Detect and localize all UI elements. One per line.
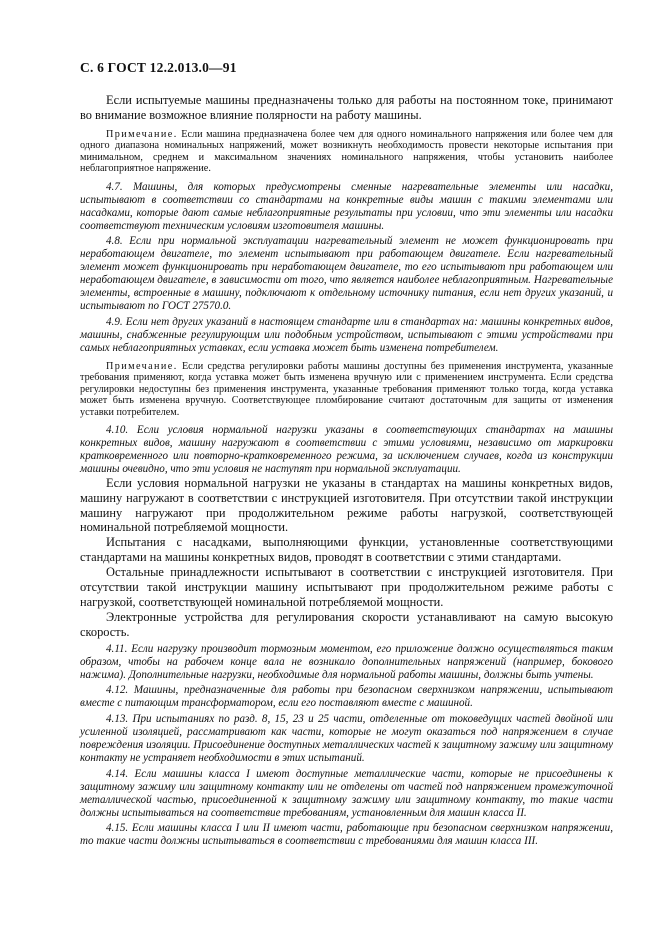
paragraph-speed-control: Электронные устройства для регулирования скорости устанавливают на самую высокую скорость.: [80, 609, 613, 639]
note-text: Если машина предназначена более чем для одного номинального напряжения или более чем для одного диапазона номинальных напряжений, может возникнуть необходимость провести некоторые испытания при минимальном, среднем и максимальном значениях номинального напряжения, чтобы установить наиболее неблагоприятное напряжение.: [80, 128, 613, 175]
page-header: С. 6 ГОСТ 12.2.013.0—91: [80, 60, 237, 75]
note-regulation: [80, 361, 613, 419]
paragraph-dc-polarity: Если испытуемые машины предназначены только для работы на постоянном токе, принимают во внимание возможное влияние полярности на работу машины.: [80, 93, 613, 122]
clause-4-13: 4.13. При испытаниях по разд. 8, 15, 23 и 25 части, отделенные от токоведущих частей двойной или усиленной изоляцией, рассматривают как части, которые не могут оказаться под напряжением в случае повреждения изоляции. Присоединение доступных металлических частей к защитному зажиму или защитному контакту не устраняет необходимости в этих испытаний.: [80, 713, 613, 764]
paragraph-normal-load: Если условия нормальной нагрузки не указаны в стандартах на машины конкретных видов, машину нагружают в соответствии с инструкцией изготовителя. При отсутствии такой инструкции машину нагружают при продолжительном режиме работы нагрузкой, соответствующей номинальной потребляемой мощности.: [80, 475, 613, 535]
clause-4-9: 4.9. Если нет других указаний в настоящем стандарте или в стандартах на: машины конкретных видов, машины, снабженные регулирующим или подобным устройством, испытывают с этими устройствами при самых неблагоприятных уставках, если уставка может быть изменена потребителем.: [80, 315, 613, 354]
paragraph-accessories: Остальные принадлежности испытывают в соответствии с инструкцией изготовителя. При отсутствии такой инструкции машину испытывают при продолжительном режиме работы с нагрузкой, соответствующей номинальной потребляемой мощности.: [80, 565, 613, 609]
note-rated-voltage: [80, 129, 613, 175]
clause-4-14: 4.14. Если машины класса I имеют доступные металлические части, которые не присоединены к защитному зажиму или защитному контакту или не отделены от частей под напряжением промежуточной металлической частью, присоединенной к защитному зажиму или защитному контакту, то такие части должны испытываться на соответствие требованиям, установленным для машин класса II.: [80, 767, 613, 819]
paragraph-attachments: Испытания с насадками, выполняющими функции, установленные соответствующими стандартами на машины конкретных видов, проводят в соответствии с этими стандартами.: [80, 535, 613, 565]
clause-4-8: 4.8. Если при нормальной эксплуатации нагревательный элемент не может функционировать при неработающем двигателе, то элемент испытывают при работающем двигателе. Если нагревательный элемент может функционировать при неработающем двигателе, то его испытывают при работающем или неработающем двигателе, в зависимости от того, что является наиболее неблагоприятным. Нагревательные элементы, встроенные в машину, подключают к отдельному источнику питания, если нет других указаний, и испытывают по ГОСТ 27570.0.: [80, 235, 613, 312]
clause-4-15: 4.15. Если машины класса I или II имеют части, работающие при безопасном сверхнизком напряжении, то такие части должны испытываться в соответствии с требованиями для машин класса III.: [80, 822, 613, 848]
document-body: [80, 93, 613, 848]
note-label: Примечание.: [106, 360, 178, 372]
note-text: Если средства регулировки работы машины доступны без применения инструмента, указанные требования применяют, когда уставка может быть изменена вручную или с применением инструмента. Если средства регулировки недоступны без применения инструмента, указанные требования применяют только тогда, когда уставка может быть изменена вручную. Соответствующее пломбирование считают достаточным для защиты от изменения уставки потребителем.: [80, 360, 613, 418]
clause-4-11: 4.11. Если нагрузку производит тормозным моментом, его приложение должно осуществляться таким образом, чтобы на рабочем конце вала не возникало дополнительных напряжений (например, бокового нажима). Дополнительные нагрузки, необходимые для нормальной работы машины, должны быть учтены.: [80, 642, 613, 681]
clause-4-7: 4.7. Машины, для которых предусмотрены сменные нагревательные элементы или насадки, испытывают в соответствии со стандартами на конкретные виды машин с такими элементами или насадками, которые дают самые неблагоприятные результаты при условии, что эти элементы или насадки соответствуют техническим условиям изготовителя машины.: [80, 180, 613, 232]
clause-4-12: 4.12. Машины, предназначенные для работы при безопасном сверхнизком напряжении, испытывают вместе с питающим трансформатором, если его поставляют вместе с машиной.: [80, 684, 613, 710]
note-label: Примечание.: [106, 128, 178, 140]
clause-4-10: 4.10. Если условия нормальной нагрузки указаны в соответствующих стандартах на машины конкретных видов, машину нагружают в соответствии с этими условиями, независимо от маркировки кратковременного или повторно-кратковременного режима, за исключением случаев, когда из конструкции машины очевидно, что эти условия не наступят при нормальной эксплуатации.: [80, 424, 613, 475]
